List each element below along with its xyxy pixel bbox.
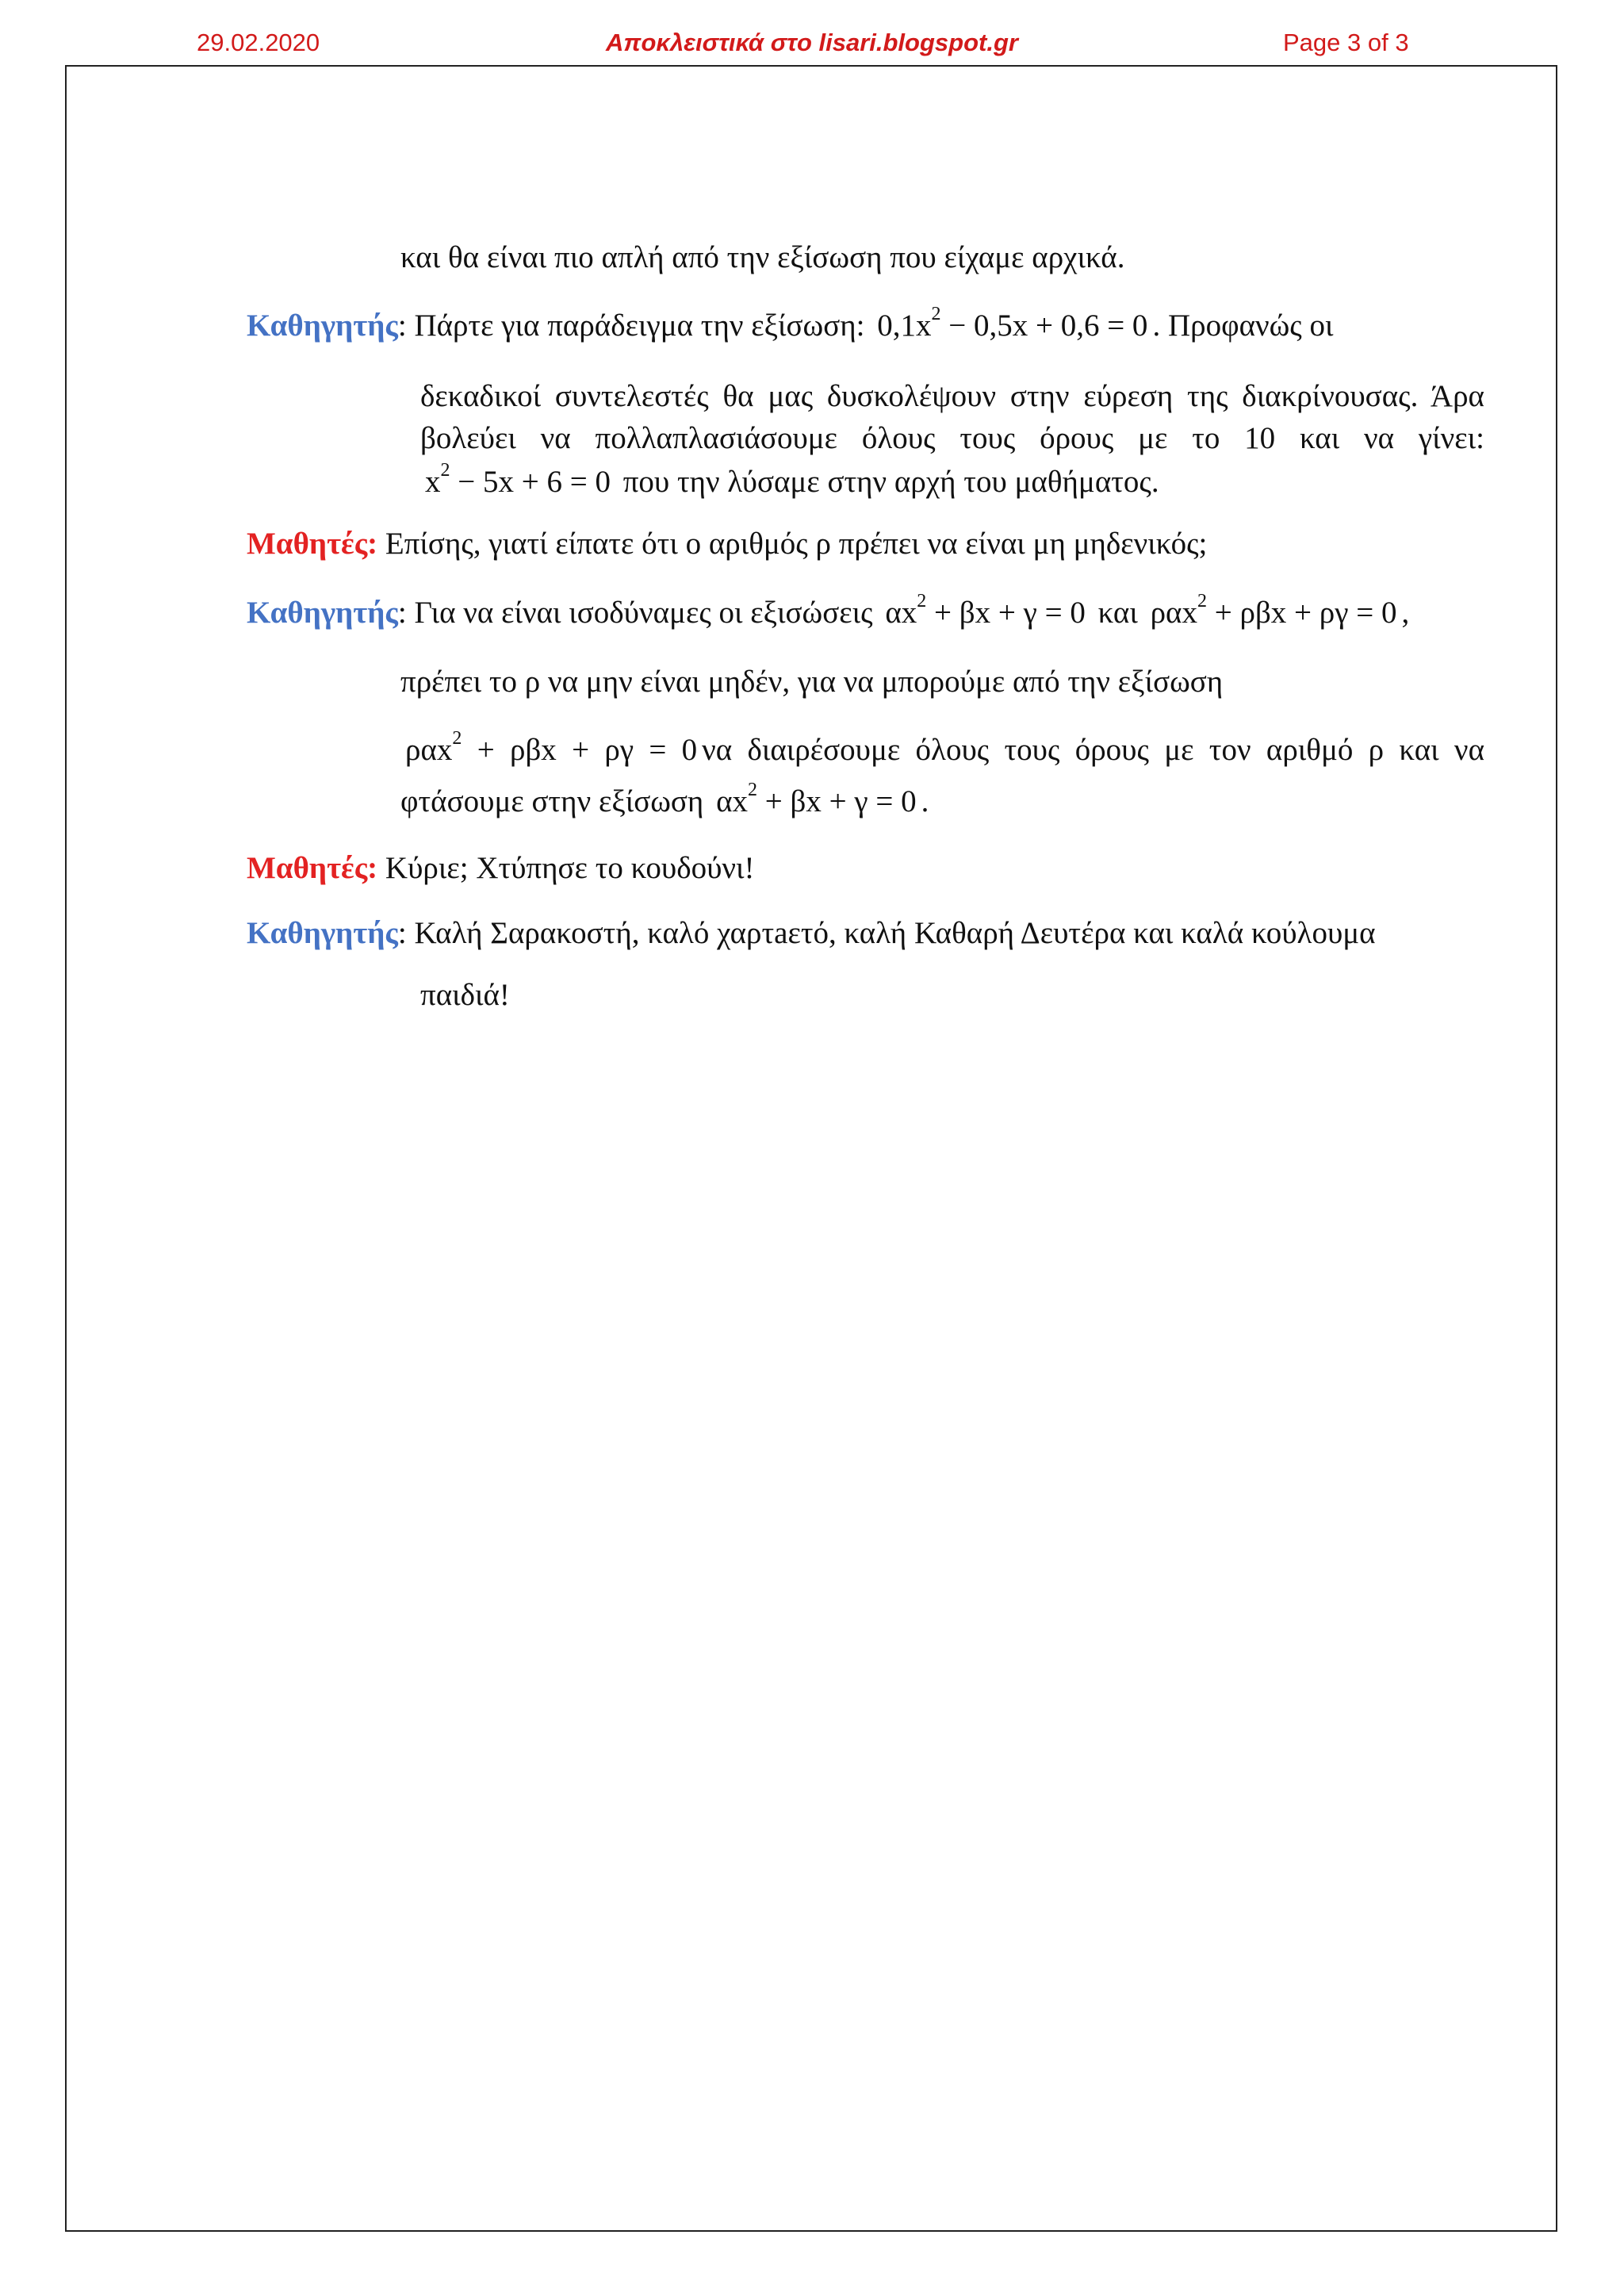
page-header bbox=[0, 29, 1624, 63]
equation: ραx$^2$ + ρβx + ργ = 0 bbox=[1150, 591, 1397, 630]
speaker-teacher: Καθηγητής bbox=[247, 916, 398, 950]
equation: $\alpha x^2 + \beta x + \gamma = 0$ bbox=[885, 591, 1086, 630]
text-line: και θα είναι πιο απλή από την εξίσωση που είχαμε αρχικά. bbox=[400, 240, 1125, 274]
student-line bbox=[247, 853, 755, 884]
text-line: ραx$^2$ + ρβx + ργ = 0 να διαιρέσουμε όλους τους όρους με τον αριθμό ρ και να bbox=[400, 734, 1484, 765]
text-line: πρέπει το ρ να μην είναι μηδέν, για να μπορούμε από την εξίσωση bbox=[400, 665, 1224, 699]
speaker-separator: : bbox=[397, 916, 407, 950]
teacher-line bbox=[247, 591, 1410, 630]
speaker-student: Μαθητές: bbox=[247, 527, 378, 561]
text-segment: , bbox=[1401, 596, 1410, 630]
header-site-title: Αποκλειστικά στο lisari.blogspot.gr bbox=[606, 29, 1018, 56]
text-line: παιδιά! bbox=[420, 978, 510, 1012]
header-date: 29.02.2020 bbox=[197, 29, 320, 56]
equation: $0,1x^2 - 0,5x + 0,6 = 0$ bbox=[877, 304, 1148, 343]
header-page-number: Page 3 of 3 bbox=[1283, 29, 1409, 56]
speaker-teacher: Καθηγητής bbox=[247, 596, 398, 630]
speaker-separator: : bbox=[397, 309, 407, 343]
speaker-separator: : bbox=[397, 596, 407, 630]
text-segment: Καλή Σαρακοστή, καλό χαρτaετό, καλή Καθαρή Δευτέρα και καλά κούλουμα bbox=[406, 916, 1376, 950]
text-line: δεκαδικοί συντελεστές θα μας δυσκολέψουν στην εύρεση της διακρίνουσας. Άρα bbox=[420, 379, 1484, 413]
speaker-student: Μαθητές: bbox=[247, 851, 378, 885]
text-segment: Κύριε; Χτύπησε το κουδούνι! bbox=[377, 851, 755, 885]
teacher-line bbox=[247, 918, 1376, 949]
student-line bbox=[247, 528, 1207, 559]
text-segment: . Προφανώς οι bbox=[1152, 309, 1334, 343]
equation: ραx$^2$ + ρβx + ργ = 0 bbox=[405, 728, 698, 767]
text-line: $x^2 - 5x + 6 = 0$ που την λύσαμε στην αρχή του μαθήματος. bbox=[420, 466, 1159, 497]
text-segment: Για να είναι ισοδύναμες οι εξισώσεις bbox=[406, 596, 881, 630]
equation: $\alpha x^2 + \beta x + \gamma = 0$ bbox=[716, 780, 917, 818]
speaker-teacher: Καθηγητής bbox=[247, 309, 398, 343]
equation: $x^2 - 5x + 6 = 0$ bbox=[425, 460, 611, 499]
teacher-line bbox=[247, 304, 1334, 343]
text-segment: Επίσης, γιατί είπατε ότι ο αριθμός ρ πρέπει να είναι μη μηδενικός; bbox=[377, 527, 1208, 561]
text-segment: Πάρτε για παράδειγμα την εξίσωση: bbox=[406, 309, 873, 343]
text-segment: και bbox=[1090, 596, 1146, 630]
text-line: φτάσουμε στην εξίσωση $\alpha x^2 + \beta x + \gamma = 0$ . bbox=[400, 780, 929, 818]
text-line: βολεύει να πολλαπλασιάσουμε όλους τους όρους με το 10 και να γίνει: bbox=[420, 421, 1484, 455]
